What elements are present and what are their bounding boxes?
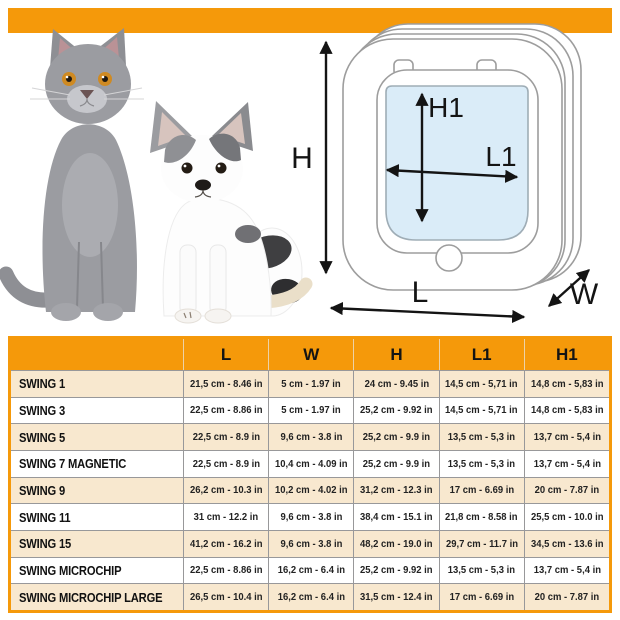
dimension-value-cell: 29,7 cm - 11.7 in [439,530,524,557]
dimension-value-cell: 9,6 cm - 3.8 in [268,530,353,557]
dimension-value-cell: 9,6 cm - 3.8 in [268,503,353,530]
model-name-cell: SWING 11 [11,503,183,530]
dimension-value-cell: 14,8 cm - 5,83 in [524,370,609,397]
dimension-label-h1: H1 [428,92,464,123]
dimension-value-cell: 13,5 cm - 5,3 in [439,423,524,450]
dimension-label-w: W [569,278,599,311]
locking-knob [436,245,462,271]
dimension-value-cell: 31,5 cm - 12.4 in [353,583,438,610]
dimension-value-cell: 41,2 cm - 16.2 in [183,530,268,557]
dimension-value-cell: 13,5 cm - 5,3 in [439,450,524,477]
dimension-value-cell: 26,5 cm - 10.4 in [183,583,268,610]
column-header-w: W [268,339,353,370]
dimension-value-cell: 17 cm - 6.69 in [439,477,524,504]
dimension-value-cell: 10,4 cm - 4.09 in [268,450,353,477]
model-name-cell: SWING 15 [11,530,183,557]
dog-photo [150,101,306,323]
dimension-label-l1: L1 [485,141,517,172]
column-header-model [11,339,183,370]
dimension-arrow-l [331,308,524,317]
model-name-cell: SWING 3 [11,397,183,424]
pet-door-diagram [343,24,581,290]
dimension-value-cell: 13,7 cm - 5,4 in [524,450,609,477]
dimension-value-cell: 31 cm - 12.2 in [183,503,268,530]
dog-eye-left [182,163,193,174]
dimension-value-cell: 22,5 cm - 8.9 in [183,423,268,450]
dog-nose [195,180,211,191]
dimension-value-cell: 25,2 cm - 9.9 in [353,423,438,450]
dimension-label-l: L [411,276,429,309]
dimension-value-cell: 25,2 cm - 9.9 in [353,450,438,477]
dimension-value-cell: 17 cm - 6.69 in [439,583,524,610]
column-header-l1: L1 [439,339,524,370]
dimension-value-cell: 21,8 cm - 8.58 in [439,503,524,530]
dimension-value-cell: 38,4 cm - 15.1 in [353,503,438,530]
dimension-value-cell: 20 cm - 7.87 in [524,477,609,504]
dimension-value-cell: 16,2 cm - 6.4 in [268,557,353,584]
dimension-value-cell: 26,2 cm - 10.3 in [183,477,268,504]
column-header-h1: H1 [524,339,609,370]
dimension-value-cell: 34,5 cm - 13.6 in [524,530,609,557]
column-header-h: H [353,339,438,370]
dimension-value-cell: 9,6 cm - 3.8 in [268,423,353,450]
dimension-value-cell: 31,2 cm - 12.3 in [353,477,438,504]
dimension-value-cell: 25,2 cm - 9.92 in [353,397,438,424]
dimension-value-cell: 13,7 cm - 5,4 in [524,423,609,450]
dimension-label-h: H [291,142,313,175]
dimension-value-cell: 25,5 cm - 10.0 in [524,503,609,530]
dimension-value-cell: 22,5 cm - 8.86 in [183,397,268,424]
dog-eye-right [216,163,227,174]
dimension-value-cell: 48,2 cm - 19.0 in [353,530,438,557]
dimensions-table [8,336,612,613]
cat-photo [6,28,144,321]
dimension-value-cell: 13,7 cm - 5,4 in [524,557,609,584]
model-name-cell: SWING MICROCHIP LARGE [11,583,183,610]
dimension-value-cell: 21,5 cm - 8.46 in [183,370,268,397]
dimension-value-cell: 20 cm - 7.87 in [524,583,609,610]
model-name-cell: SWING 7 MAGNETIC [11,450,183,477]
model-name-cell: SWING MICROCHIP [11,557,183,584]
dimension-value-cell: 14,5 cm - 5,71 in [439,397,524,424]
model-name-cell: SWING 5 [11,423,183,450]
dimension-value-cell: 16,2 cm - 6.4 in [268,583,353,610]
dimension-value-cell: 5 cm - 1.97 in [268,397,353,424]
dimension-value-cell: 14,5 cm - 5,71 in [439,370,524,397]
dimension-value-cell: 14,8 cm - 5,83 in [524,397,609,424]
dimension-value-cell: 22,5 cm - 8.9 in [183,450,268,477]
dimension-value-cell: 24 cm - 9.45 in [353,370,438,397]
model-name-cell: SWING 1 [11,370,183,397]
dimension-value-cell: 25,2 cm - 9.92 in [353,557,438,584]
model-name-cell: SWING 9 [11,477,183,504]
dimension-value-cell: 22,5 cm - 8.86 in [183,557,268,584]
column-header-l: L [183,339,268,370]
dimension-value-cell: 5 cm - 1.97 in [268,370,353,397]
dimension-value-cell: 13,5 cm - 5,3 in [439,557,524,584]
dimension-value-cell: 10,2 cm - 4.02 in [268,477,353,504]
